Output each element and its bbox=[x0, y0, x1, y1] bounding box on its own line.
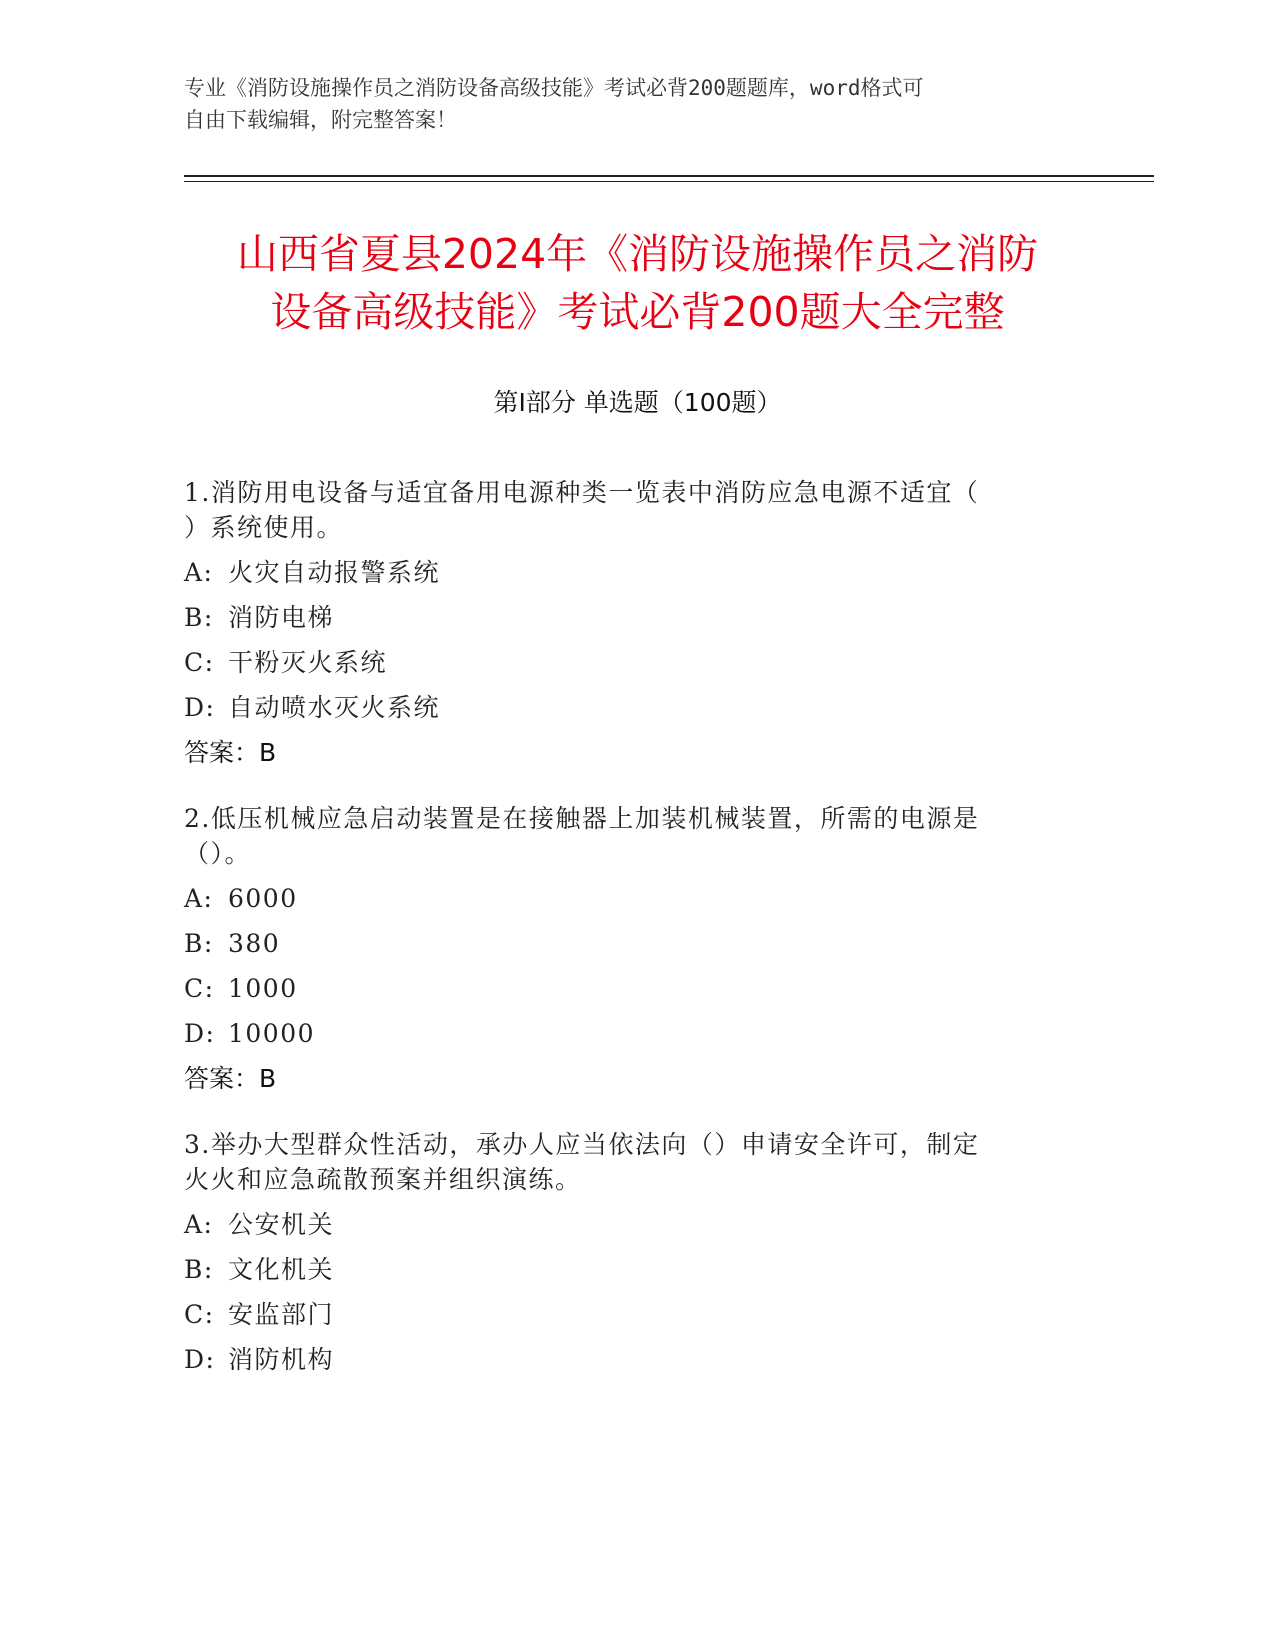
option-text: 380 bbox=[228, 929, 281, 958]
option-letter: C: bbox=[184, 974, 215, 1003]
header-divider-thick bbox=[184, 175, 1154, 177]
option-d bbox=[184, 1337, 1084, 1382]
option-text: 自动喷水灭火系统 bbox=[228, 693, 441, 722]
question-stem-line-1: 2.低压机械应急启动装置是在接触器上加装机械装置，所需的电源是 bbox=[184, 804, 980, 833]
answer-line: 答案：B bbox=[184, 738, 277, 767]
option-letter: C: bbox=[184, 1300, 215, 1329]
option-letter: B: bbox=[184, 603, 214, 632]
option-c bbox=[184, 966, 1084, 1011]
question-stem-line-2: （）。 bbox=[184, 839, 252, 868]
document-title-line-2: 设备高级技能》考试必背200题大全完整 bbox=[270, 288, 1005, 336]
option-a bbox=[184, 876, 1084, 921]
header-note bbox=[184, 72, 1064, 136]
option-b bbox=[184, 595, 1084, 640]
option-text: 6000 bbox=[228, 884, 298, 913]
answer-line: 答案：B bbox=[184, 1064, 277, 1093]
option-a bbox=[184, 550, 1084, 595]
option-letter: D: bbox=[184, 1019, 216, 1048]
question-stem-line-2: 火火和应急疏散预案并组织演练。 bbox=[184, 1165, 582, 1194]
option-c bbox=[184, 1292, 1084, 1337]
question-stem bbox=[184, 1127, 1084, 1197]
section-heading: 第I部分 单选题（100题） bbox=[493, 388, 782, 417]
option-letter: B: bbox=[184, 929, 214, 958]
question-list bbox=[184, 475, 1084, 1408]
option-letter: B: bbox=[184, 1255, 214, 1284]
header-note-line-1: 专业《消防设施操作员之消防设备高级技能》考试必背200题题库，word格式可 bbox=[184, 76, 924, 100]
option-text: 安监部门 bbox=[228, 1300, 335, 1329]
question-1 bbox=[184, 475, 1084, 775]
document-title bbox=[140, 225, 1135, 341]
option-letter: D: bbox=[184, 1345, 216, 1374]
option-text: 消防机构 bbox=[228, 1345, 335, 1374]
option-text: 1000 bbox=[228, 974, 298, 1003]
question-stem-line-1: 3.举办大型群众性活动，承办人应当依法向（）申请安全许可，制定 bbox=[184, 1130, 980, 1159]
question-stem bbox=[184, 801, 1084, 871]
option-d bbox=[184, 685, 1084, 730]
option-letter: D: bbox=[184, 693, 216, 722]
question-stem-line-1: 1.消防用电设备与适宜备用电源种类一览表中消防应急电源不适宜（ bbox=[184, 478, 980, 507]
document-title-line-1: 山西省夏县2024年《消防设施操作员之消防 bbox=[236, 230, 1039, 278]
option-b bbox=[184, 921, 1084, 966]
option-c bbox=[184, 640, 1084, 685]
option-letter: A: bbox=[184, 884, 214, 913]
option-text: 干粉灭火系统 bbox=[228, 648, 388, 677]
option-d bbox=[184, 1011, 1084, 1056]
option-a bbox=[184, 1202, 1084, 1247]
option-b bbox=[184, 1247, 1084, 1292]
option-letter: A: bbox=[184, 558, 214, 587]
header-divider-thin bbox=[184, 181, 1154, 182]
option-text: 10000 bbox=[228, 1019, 316, 1048]
question-3 bbox=[184, 1127, 1084, 1382]
question-stem-line-2: ）系统使用。 bbox=[184, 513, 344, 542]
option-text: 公安机关 bbox=[228, 1210, 335, 1239]
question-stem bbox=[184, 475, 1084, 545]
header-note-line-2: 自由下载编辑，附完整答案！ bbox=[184, 108, 457, 132]
option-text: 文化机关 bbox=[228, 1255, 335, 1284]
option-letter: C: bbox=[184, 648, 215, 677]
option-text: 消防电梯 bbox=[228, 603, 335, 632]
option-letter: A: bbox=[184, 1210, 214, 1239]
option-text: 火灾自动报警系统 bbox=[228, 558, 441, 587]
question-2 bbox=[184, 801, 1084, 1101]
